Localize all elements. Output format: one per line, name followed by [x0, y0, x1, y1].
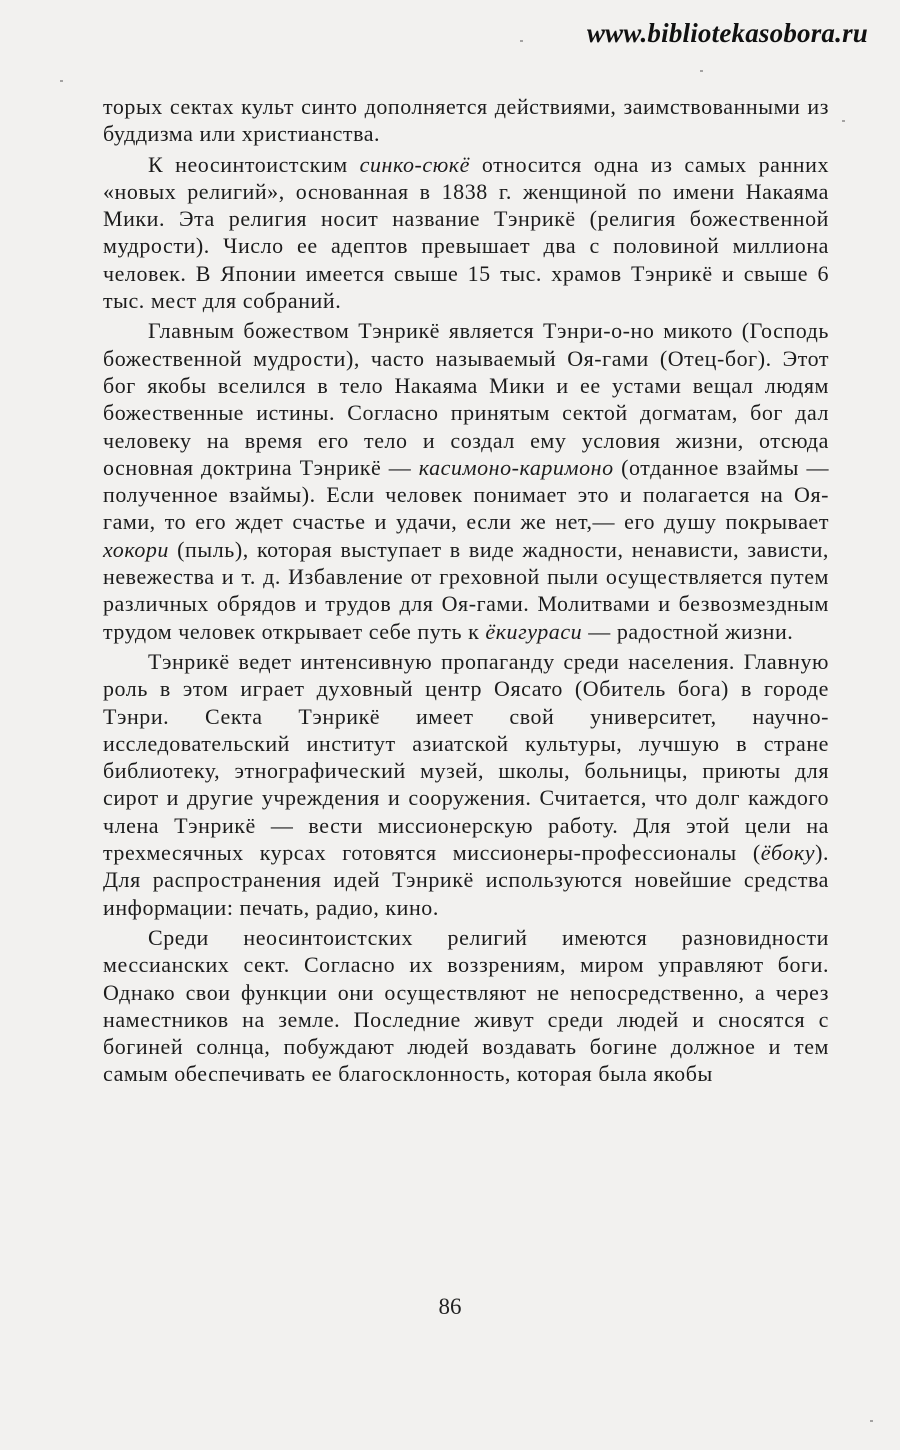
italic-term: ёкигураси: [485, 618, 583, 644]
italic-term: синко-сюкё: [359, 151, 470, 177]
scan-speck: [842, 120, 845, 122]
scan-speck: [700, 70, 703, 72]
paragraph-2: [103, 151, 829, 315]
watermark-url: www.bibliotekasobora.ru: [586, 18, 868, 48]
scan-speck: [520, 40, 523, 42]
text-segment: Тэнрикё ведет интенсивную пропаганду среди населения. Главную роль в этом играет духовный центр Оясато (Обитель бога) в городе Тэнри. Секта Тэнрикё имеет свой университет, научно-исследовательский институт азиатской культуры, лучшую в стране библиотеку, этнографический музей, школы, больницы, приюты для сирот и другие учреждения и сооружения. Считается, что долг каждого члена Тэнрикё — вести миссионерскую работу. Для этой цели на трехмесячных курсах готовятся миссионеры-профессионалы (: [103, 648, 829, 866]
paragraph-1: [103, 93, 829, 148]
scan-speck: [870, 1420, 873, 1422]
paragraph-5: [103, 924, 829, 1088]
text-segment: относится одна из самых ранних «новых религий», основанная в 1838 г. женщиной по имени Накаяма Мики. Эта религия носит название Тэнрикё (религия божественной мудрости). Число ее адептов превышает два с половиной миллиона человек. В Японии имеется свыше 15 тыс. храмов Тэнрикё и свыше 6 тыс. мест для собраний.: [103, 151, 829, 314]
page-number: 86: [438, 1294, 462, 1319]
text-segment: ). Для распространения идей Тэнрикё используются новейшие средства информации: печать, радио, кино.: [103, 840, 829, 920]
text-segment: — радостной жизни.: [582, 618, 794, 644]
italic-term: хокори: [103, 536, 169, 562]
scan-speck: [60, 80, 63, 82]
text-segment: К неосинтоистским: [148, 151, 360, 177]
paragraph-4: [103, 648, 829, 921]
body-text: [103, 93, 829, 1088]
text-segment: (пыль), которая выступает в виде жадности, ненависти, зависти, невежества и т. д. Избавление от греховной пыли осуществляется путем различных обрядов и трудов для Оя-гами. Молитвами и безвозмездным трудом человек открывает себе путь к: [103, 536, 829, 644]
text-segment: (отданное взаймы — полученное взаймы). Если человек понимает это и полагается на Оя-гами, то его ждет счастье и удачи, если же нет,— его душу покрывает: [103, 454, 830, 535]
paragraph-3: [103, 317, 829, 645]
text-segment: Главным божеством Тэнрикё является Тэнри-о-но микото (Господь божественной мудрости), часто называемый Оя-гами (Отец-бог). Этот бог якобы вселился в тело Накаяма Мики и ее устами вещал людям божественные истины. Согласно принятым сектой догматам, бог дал человеку на время его тело и создал ему условия жизни, отсюда основная доктрина Тэнрикё —: [103, 318, 829, 480]
text-segment: торых сектах культ синто дополняется действиями, заимствованными из буддизма или христианства.: [103, 94, 829, 147]
italic-term: ёбоку: [760, 840, 816, 866]
italic-term: касимоно-каримоно: [418, 454, 614, 480]
text-segment: Среди неосинтоистских религий имеются разновидности мессианских сект. Согласно их воззрениям, миром управляют боги. Однако свои функции они осуществляют не непосредственно, а через наместников на земле. Последние живут среди людей и сносятся с богиней солнца, побуждают людей воздавать богине должное и тем самым обеспечивать ее благосклонность, которая была якобы: [103, 924, 829, 1087]
